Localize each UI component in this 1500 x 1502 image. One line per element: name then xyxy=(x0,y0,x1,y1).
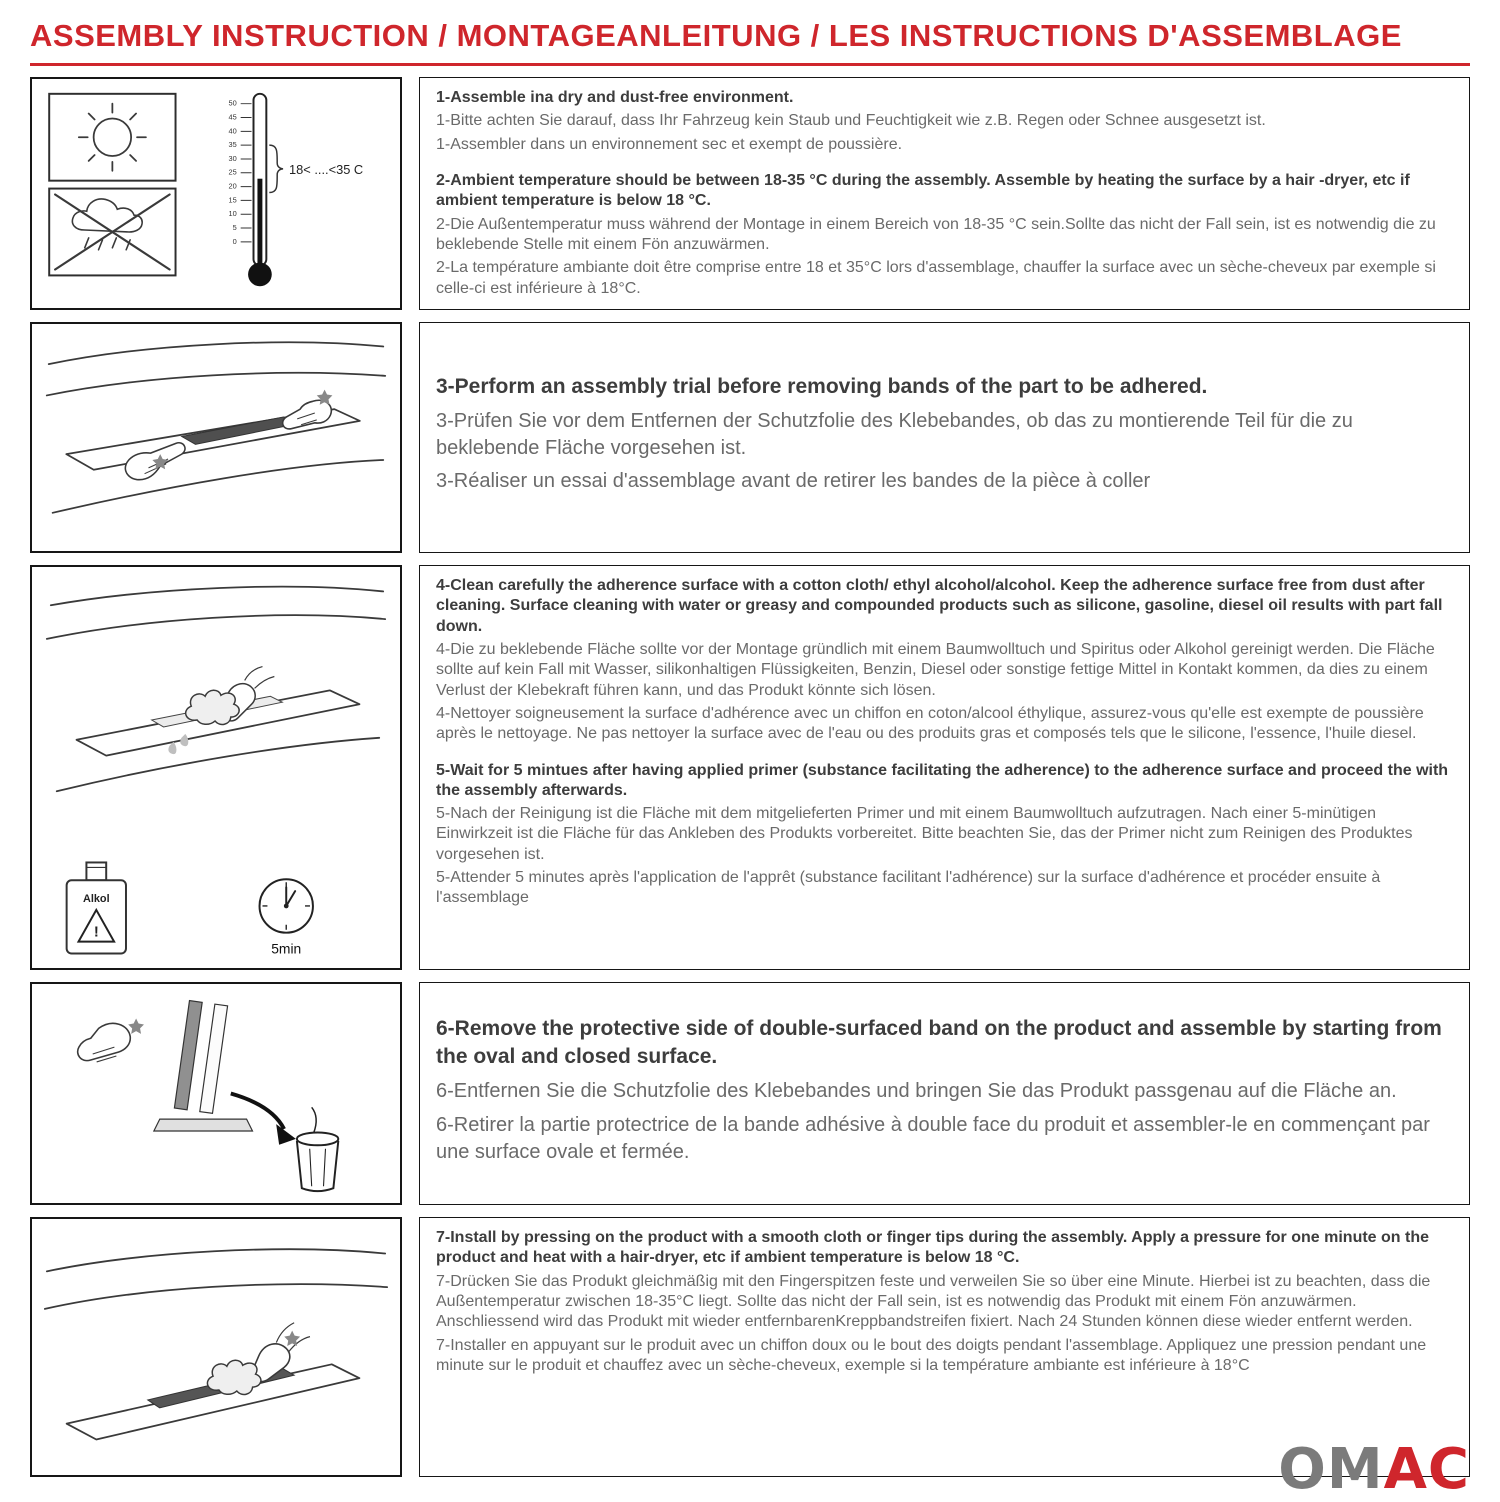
svg-text:45: 45 xyxy=(228,112,237,122)
step-2-en: 2-Ambient temperature should be between 18-35 °C during the assembly. Assemble by heating the surface by a hair -dryer, etc if ambient temperature is below 18 °C. xyxy=(436,171,1410,210)
illustration-press-product xyxy=(30,1217,402,1477)
step-6-de: 6-Entfernen Sie die Schutzfolie des Klebebandes und bringen Sie das Produkt passgenau auf die Fläche an. xyxy=(436,1079,1397,1102)
step-2-fr: 2-La température ambiante doit être comprise entre 18 et 35°C lors d'assemblage, chauffer la surface avec un sèche-cheveux par exemple si celle-ci est inférieure à 18°C. xyxy=(436,259,1436,297)
range-brace xyxy=(269,145,283,192)
step-6-fr: 6-Retirer la partie protectrice de la bande adhésive à double face du produit et assembler-le en commençant par une surface ovale et fermée. xyxy=(436,1113,1430,1163)
trash-bin-icon xyxy=(297,1107,338,1191)
svg-text:40: 40 xyxy=(228,126,237,136)
omac-logo-red: AC xyxy=(1383,1437,1470,1502)
step-4-de: 4-Die zu beklebende Fläche sollte vor der Montage gründlich mit einem Baumwolltuch und Spiritus oder Alkohol gereinigt werden. Die Fläche sollte auf kein Fall mit Wasser, silikonhaltigen Flüssigkeiten, Benzin, Diesel oder sonstige fettige Mittel in Kontakt kommen, da dies zu einem Verlust der Klebekraft führen kann, und das Produkt könnte sich lösen. xyxy=(436,640,1435,699)
door-sill-scene xyxy=(47,342,385,513)
section-step-3 xyxy=(30,322,1470,553)
title-underline xyxy=(30,63,1470,66)
step-4-fr: 4-Nettoyer soigneusement la surface d'adhérence avec un chiffon en coton/alcool éthylique, assurez-vous qu'elle est exempte de poussière après le nettoyage. Ne pas nettoyer la surface avec de l'eau ou des produits gras et composés tels que le silicone, l'essence, l'huile diesel. xyxy=(436,704,1424,743)
step-5-fr: 5-Attender 5 minutes après l'application de l'apprêt (substance facilitant l'adhérence) sur la surface d'adhérence et procéder ensuite à l'assemblage xyxy=(436,869,1381,907)
instructions-step-3 xyxy=(419,322,1470,553)
pressing-cloth xyxy=(207,1360,261,1394)
step-5-en: 5-Wait for 5 mintues after having applied primer (substance facilitating the adherence) to the adherence surface and proceed the with the assembly afterwards. xyxy=(436,761,1449,799)
thermometer-icon xyxy=(228,94,363,286)
step-3-en: 3-Perform an assembly trial before removing bands of the part to be adhered. xyxy=(436,374,1208,398)
step-7-en: 7-Install by pressing on the product with a smooth cloth or finger tips during the assembly. Apply a pressure for one minute on the product and heat with a hair-dryer, etc if ambient temperature is below 18 °C. xyxy=(436,1229,1429,1267)
illustration-remove-band xyxy=(30,982,402,1205)
no-rain-icon xyxy=(55,194,169,269)
omac-logo xyxy=(1278,1437,1470,1502)
svg-text:30: 30 xyxy=(228,153,237,163)
illustration-assembly-trial xyxy=(30,322,402,553)
step-5-de: 5-Nach der Reinigung ist die Fläche mit dem mitgelieferten Primer und mit einem Baumwolltuch aufzutragen. Nach einer 5-minütigen Einwirkzeit ist die Fläche für das Ankleben des Produkts vorbereitet. Bitte beachten Sie, das der Primer nicht zum Reinigen des Produktes vorgesehen ist. xyxy=(436,805,1413,863)
step-2-de: 2-Die Außentemperatur muss während der Montage in einem Bereich von 18-35 °C sein.Sollte das nicht der Fall sein, ist es notwendig die zu beklebende Stelle mit einem Fön anzuwärmen. xyxy=(436,215,1436,253)
instructions-step-6 xyxy=(419,982,1470,1205)
clean-surface-drawing xyxy=(33,568,399,967)
svg-text:25: 25 xyxy=(228,167,237,177)
press-product-drawing xyxy=(33,1225,399,1469)
svg-text:15: 15 xyxy=(228,195,237,205)
step-1-de: 1-Bitte achten Sie darauf, dass Ihr Fahrzeug kein Staub und Feuchtigkeit wie z.B. Regen oder Schnee ausgesetzt ist. xyxy=(436,112,1266,130)
assembly-trial-drawing xyxy=(33,325,399,550)
section-step-6 xyxy=(30,982,1470,1205)
step-6-en: 6-Remove the protective side of double-surfaced band on the product and assemble by starting from the oval and closed surface. xyxy=(436,1016,1442,1068)
protective-bands xyxy=(174,1001,227,1114)
right-hand-icon xyxy=(283,390,333,429)
section-step-1-2 xyxy=(30,77,1470,310)
product-base xyxy=(154,1119,253,1131)
step-1-en: 1-Assemble ina dry and dust-free environment. xyxy=(436,89,794,106)
clock-icon xyxy=(260,879,313,956)
sparkle-icon xyxy=(284,1331,300,1346)
peeling-hand-icon xyxy=(78,1019,144,1062)
sparkle-icon xyxy=(128,1019,144,1034)
step-7-de: 7-Drücken Sie das Produkt gleichmäßig mit den Fingerspitzen feste und verweilen Sie so über eine Minute. Hierbei ist zu beachten, dass die Außentemperatur zwischen 18-35°C liegt. Sollte das nicht der Fall sein, ist es notwendig das Produkt mit einem Fön anzuwärmen. Anschliessend wird das Produkt mit wieder entfernbarenKreppbandstreifen fixiert. Nach 24 Stunden können diese wieder entfernt werden. xyxy=(436,1272,1431,1331)
svg-text:50: 50 xyxy=(228,98,237,108)
svg-text:5: 5 xyxy=(232,223,237,233)
illustration-environment-temperature xyxy=(30,77,402,310)
bottle-label: Alkol xyxy=(83,893,110,906)
alcohol-bottle-icon xyxy=(67,862,126,953)
step-4-en: 4-Clean carefully the adherence surface with a cotton cloth/ ethyl alcohol/alcohol. Keep the adherence surface free from dust after cleaning. Surface cleaning with water or greasy and compounded products such as silicone, gasoline, diesel oil results with part fall down. xyxy=(436,577,1443,635)
temperature-range-label: 18< ....<35 C xyxy=(289,161,364,177)
section-step-7 xyxy=(30,1217,1470,1477)
sun-icon xyxy=(79,104,146,171)
step-3-fr: 3-Réaliser un essai d'assemblage avant de retirer les bandes de la pièce à coller xyxy=(436,470,1151,493)
svg-text:0: 0 xyxy=(232,236,237,246)
clock-label: 5min xyxy=(271,940,302,957)
step-3-de: 3-Prüfen Sie vor dem Entfernen der Schutzfolie des Klebebandes, ob das zu montierende Teil für die zu beklebende Fläche vorgesehen ist. xyxy=(436,409,1353,459)
svg-text:10: 10 xyxy=(228,209,237,219)
thermometer-scale xyxy=(228,99,236,246)
left-hand-icon xyxy=(125,443,185,480)
step-1-fr: 1-Assembler dans un environnement sec et exempt de poussière. xyxy=(436,135,903,153)
trim-strip xyxy=(182,417,297,444)
illustration-clean-surface xyxy=(30,565,402,970)
remove-band-drawing xyxy=(33,985,399,1202)
warning-mark: ! xyxy=(93,924,99,941)
step-7-fr: 7-Installer en appuyant sur le produit avec un chiffon doux ou le bout des doigts pendant l'assemblage. Appliquez une pression pendant une minute sur le produit et chauffez avec un sèche-cheveux, exemple si la température ambiante est inférieure à 18°C xyxy=(436,1336,1427,1374)
door-sill-scene xyxy=(47,587,385,792)
section-step-4-5 xyxy=(30,565,1470,970)
page-title: ASSEMBLY INSTRUCTION / MONTAGEANLEITUNG / LES INSTRUCTIONS D'ASSEMBLAGE xyxy=(30,18,1402,53)
instructions-step-4-5 xyxy=(419,565,1470,970)
omac-logo-gray: OM xyxy=(1278,1437,1384,1502)
instructions-step-1-2 xyxy=(419,77,1470,310)
svg-text:20: 20 xyxy=(228,181,237,191)
door-sill-scene xyxy=(45,1249,387,1439)
drip-icon xyxy=(168,734,188,754)
environment-temperature-drawing xyxy=(33,80,399,307)
svg-text:35: 35 xyxy=(228,140,237,150)
